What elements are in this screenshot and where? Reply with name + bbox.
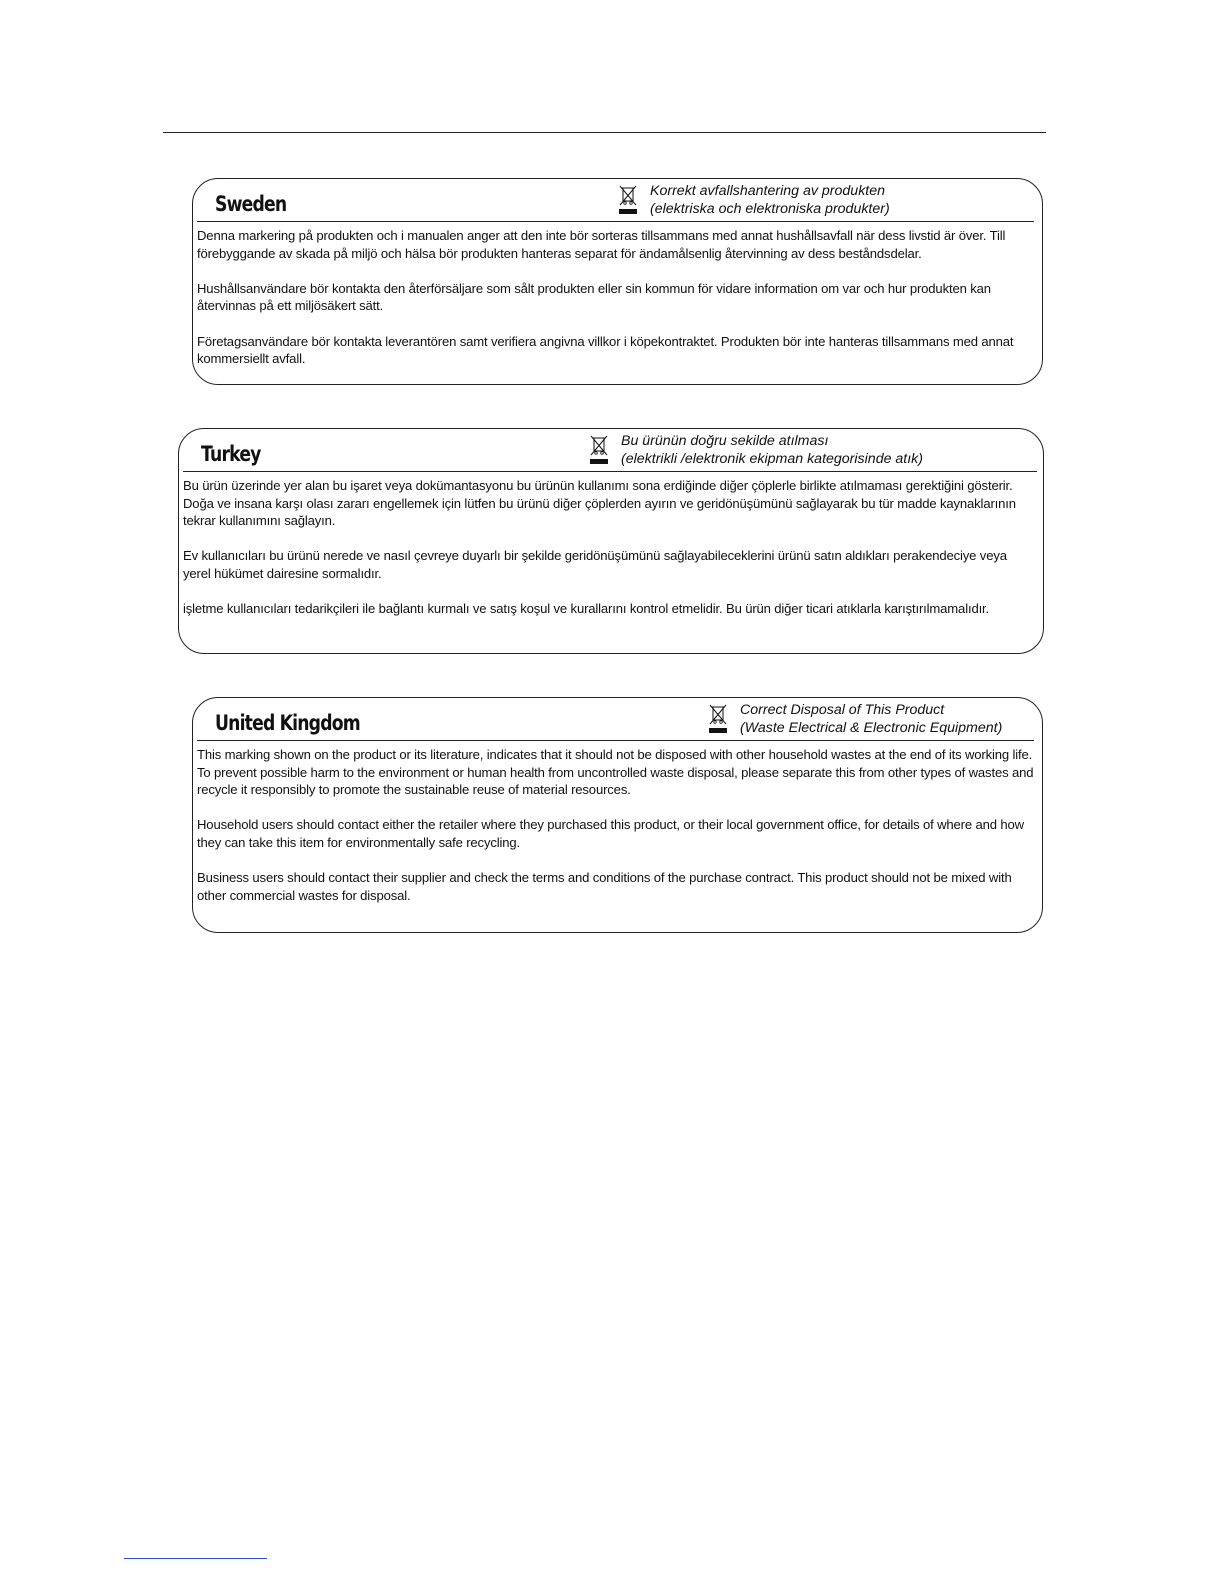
sweden-paragraph-3: Företagsanvändare bör kontakta leverantören samt verifiera angivna villkor i köpekontraktet. Produkten bör inte hanteras tillsammans med annat kommersiellt avfall. (197, 333, 1014, 367)
uk-paragraph-1: This marking shown on the product or its literature, indicates that it should not be disposed with other household wastes at the end of its working life. To prevent possible harm to the environment or human health from uncontrolled waste disposal, please separate this from other types of wastes and recycle it responsibly to promote the sustainable reuse of material resources. (197, 747, 1034, 798)
turkey-country-title: Turkey (201, 442, 261, 466)
turkey-body (183, 477, 1037, 635)
weee-crossed-bin-icon (617, 185, 639, 217)
sweden-body (197, 227, 1036, 385)
sweden-paragraph-2: Hushållsanvändare bör kontakta den återförsäljare som sålt produkten eller sin kommun för vidare information om var och hur produkten kan återvinnas på ett miljösäkert sätt. (197, 280, 991, 314)
turkey-panel (178, 428, 1044, 654)
uk-paragraph-2: Household users should contact either the retailer where they purchased this product, or their local government office, for details of where and how they can take this item for environmentally safe recycling. (197, 817, 1024, 850)
turkey-header-rule (183, 471, 1037, 472)
uk-country-title: United Kingdom (215, 711, 360, 735)
weee-crossed-bin-icon (588, 435, 610, 467)
uk-header-rule (197, 740, 1034, 741)
sweden-panel-header (193, 179, 1042, 223)
sweden-heading-line1: Korrekt avfallshantering av produkten (650, 183, 886, 199)
sweden-panel (192, 178, 1043, 385)
turkey-paragraph-3: işletme kullanıcıları tedarikçileri ile bağlantı kurmalı ve satış koşul ve kurallarını kontrol etmelidir. Bu ürün diğer ticari atıklarla karıştırılmamalıdır. (183, 601, 990, 617)
turkey-heading-line1: Bu ürünün doğru sekilde atılması (621, 433, 829, 449)
sweden-country-title: Sweden (215, 192, 287, 216)
footnote-rule (124, 1558, 267, 1559)
weee-crossed-bin-icon (707, 704, 729, 736)
turkey-heading-line2: (elektrikli /elektronik ekipman kategorisinde atık) (621, 451, 924, 467)
turkey-panel-header (179, 429, 1043, 473)
sweden-heading-line2: (elektriska och elektroniska produkter) (650, 201, 890, 217)
uk-panel (192, 697, 1043, 933)
uk-heading-line1: Correct Disposal of This Product (740, 702, 945, 718)
turkey-paragraph-1: Bu ürün üzerinde yer alan bu işaret veya dokümantasyonu bu ürünün kullanımı sona erdiğinde diğer çöplerle birlikte atılmaması gerektiğini gösterir. Doğa ve insana karşı olası zararı engellemek için lütfen bu ürünü diğer çöplerden ayırın ve geridönüşümünü sağlayarak bu tür madde kaynaklarının tekrar kullanımını sağlayın. (183, 478, 1016, 529)
sweden-header-rule (197, 221, 1034, 222)
page-top-rule (163, 132, 1046, 133)
uk-paragraph-3: Business users should contact their supplier and check the terms and conditions of the purchase contract. This product should not be mixed with other commercial wastes for disposal. (197, 870, 1012, 903)
turkey-heading-text (621, 432, 923, 468)
uk-body (197, 746, 1036, 922)
sweden-heading-text (650, 182, 890, 218)
uk-heading-text (740, 701, 1002, 737)
uk-panel-header (193, 698, 1042, 742)
turkey-paragraph-2: Ev kullanıcıları bu ürünü nerede ve nasıl çevreye duyarlı bir şekilde geridönüşümünü sağlayabileceklerini ürünü satın aldıkları perakendeciye veya yerel hükümet dairesine sormalıdır. (183, 548, 1007, 581)
sweden-paragraph-1: Denna markering på produkten och i manualen anger att den inte bör sorteras tillsammans med annat hushållsavfall när dess livstid är över. Till förebyggande av skada på miljö och hälsa bör produkten hanteras separat för ändamålsenlig återvinning av dess beståndsdelar. (197, 228, 1006, 261)
uk-heading-line2: (Waste Electrical & Electronic Equipment) (740, 720, 1003, 736)
